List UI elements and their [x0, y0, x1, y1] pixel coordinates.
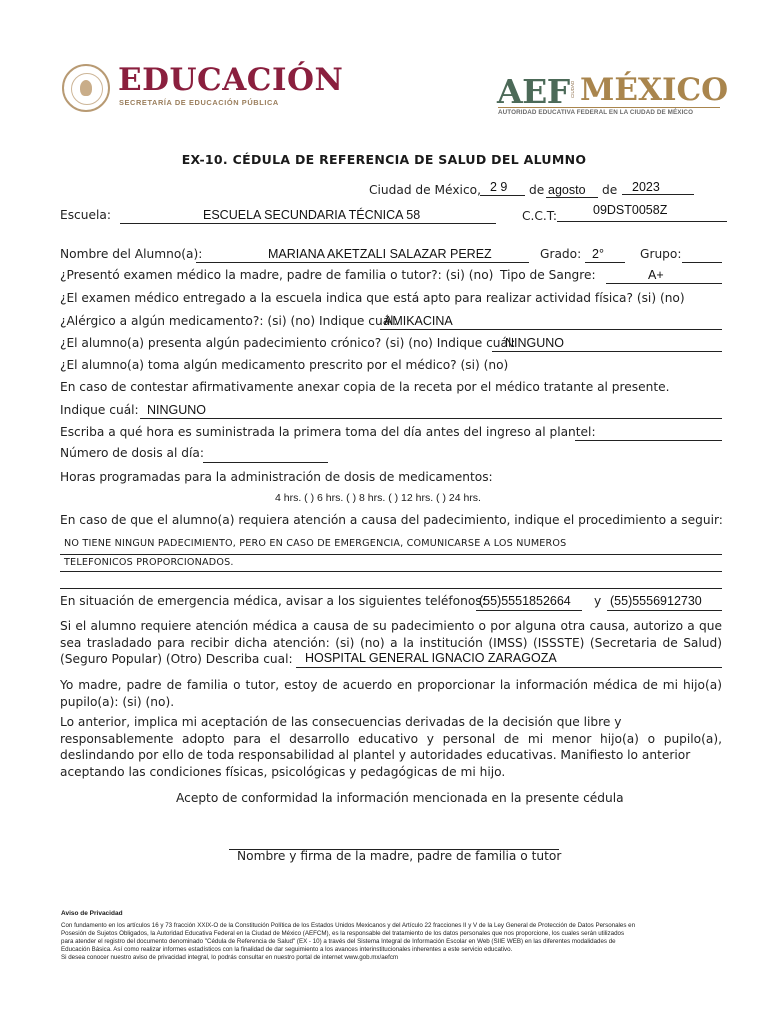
chronic-value[interactable]: NINGUNO: [505, 336, 565, 350]
date-day-line: [480, 195, 525, 196]
date-city-label: Ciudad de México,: [369, 183, 481, 197]
phone-2-line: [607, 610, 722, 611]
which-line: [140, 418, 722, 419]
dose-count-line: [203, 462, 328, 463]
date-year-value[interactable]: 2023: [632, 180, 660, 194]
aef-logo-city: CIUDAD: [570, 80, 575, 98]
which-label: Indique cuál:: [60, 403, 139, 417]
agreement-paragraph: [60, 677, 722, 710]
aef-logo-rule: [498, 107, 720, 108]
grade-line: [585, 262, 625, 263]
signature-label: Nombre y firma de la madre, padre de familia o tutor: [237, 849, 562, 863]
student-name-label: Nombre del Alumno(a):: [60, 247, 203, 261]
school-label: Escuela:: [60, 208, 111, 222]
acceptance-text: Acepto de conformidad la información mencionada en la presente cédula: [176, 791, 624, 805]
transfer-line: [296, 667, 722, 668]
procedure-line-2[interactable]: TELEFONICOS PROPORCIONADOS.: [64, 557, 234, 568]
transfer-line-1: Si el alumno requiere atención médica a causa de su padecimiento o por alguna otra causa, autorizo a que: [60, 619, 722, 633]
procedure-rule-2: [60, 571, 722, 572]
allergy-line: [380, 329, 722, 330]
date-day-value[interactable]: 2 9: [490, 180, 508, 194]
first-dose-line: [575, 440, 722, 441]
procedure-line-1[interactable]: NO TIENE NINGUN PADECIMIENTO, PERO EN CASO DE EMERGENCIA, COMUNICARSE A LOS NUMEROS: [64, 538, 567, 549]
consequences-line-1: Lo anterior, implica mi aceptación de las consecuencias derivadas de la decisión que libre y: [60, 715, 622, 729]
edu-logo-title: EDUCACIÓN: [118, 62, 344, 98]
procedure-question: En caso de que el alumno(a) requiera atención a causa del padecimiento, indique el procedimiento a seguir:: [60, 513, 723, 527]
cct-label: C.C.T:: [522, 209, 557, 223]
which-value[interactable]: NINGUNO: [147, 403, 207, 417]
phone-1-value[interactable]: (55)5551852664: [479, 594, 571, 608]
privacy-line-5: Si desea conocer nuestro aviso de privacidad integral, lo podrás consultar en nuestro portal de internet www.gob.mx/aefcm: [61, 954, 399, 962]
consequences-line-3: deslindando por ello de toda responsabilidad al plantel y autoridades educativas. Manifiesto lo anterior: [60, 748, 691, 762]
blood-type-line: [606, 283, 722, 284]
schedule-question: Horas programadas para la administración de dosis de medicamentos:: [60, 470, 493, 484]
recipe-note: En caso de contestar afirmativamente anexar copia de la receta por el médico tratante al presente.: [60, 380, 670, 394]
blood-type-label: Tipo de Sangre:: [500, 268, 596, 282]
student-name-line: [196, 262, 529, 263]
transfer-line-3-text: (Seguro Popular) (Otro) Describa cual:: [60, 652, 293, 666]
phone-and-label: y: [594, 594, 602, 608]
aef-logo-letters: AEF: [497, 72, 570, 111]
transfer-value[interactable]: HOSPITAL GENERAL IGNACIO ZARAGOZA: [305, 651, 557, 665]
date-month-value[interactable]: agosto: [548, 183, 586, 197]
emergency-label: En situación de emergencia médica, avisar a los siguientes teléfonos:: [60, 594, 486, 608]
date-year-line: [622, 194, 694, 195]
cct-value[interactable]: 09DST0058Z: [593, 203, 668, 217]
blood-type-value[interactable]: A+: [648, 268, 664, 282]
grade-value[interactable]: 2°: [592, 247, 604, 261]
document-title: EX-10. CÉDULA DE REFERENCIA DE SALUD DEL ALUMNO: [181, 152, 587, 167]
chronic-question: ¿El alumno(a) presenta algún padecimiento crónico? (si) (no) Indique cuál:: [60, 336, 516, 350]
schedule-options[interactable]: 4 hrs. ( ) 6 hrs. ( ) 8 hrs. ( ) 12 hrs. ( ) 24 hrs.: [275, 492, 481, 504]
procedure-rule-3: [60, 588, 722, 589]
sep-seal-icon: [62, 64, 110, 112]
allergy-value[interactable]: AMIKACINA: [384, 314, 453, 328]
exam-question: ¿Presentó examen médico la madre, padre de familia o tutor?: (si) (no): [60, 268, 494, 282]
privacy-heading: Aviso de Privacidad: [61, 910, 123, 917]
privacy-line-3: para atender el registro del documento denominado "Cédula de Referencia de Salud" (EX - 10) a través del Sistema Integral de Información Escolar en Web (SIIE WEB) en las diferentes modalidades de: [61, 938, 616, 946]
agreement-line-1: Yo madre, padre de familia o tutor, estoy de acuerdo en proporcionar la información médica de mi hijo(a): [60, 678, 722, 692]
transfer-line-2: sea trasladado para recibir dicha atención: (si) (no) a la institución (IMSS) (ISSSTE) (Secretaria de Salud): [60, 635, 722, 650]
medication-question: ¿El alumno(a) toma algún medicamento prescrito por el médico? (si) (no): [60, 358, 509, 372]
group-line: [682, 262, 722, 263]
grade-label: Grado:: [540, 247, 582, 261]
edu-logo-subtitle: SECRETARÍA DE EDUCACIÓN PÚBLICA: [119, 98, 279, 107]
date-de1-label: de: [529, 183, 545, 197]
school-value[interactable]: ESCUELA SECUNDARIA TÉCNICA 58: [203, 208, 421, 222]
apt-question: ¿El examen médico entregado a la escuela indica que está apto para realizar actividad física? (si) (no): [60, 291, 685, 305]
privacy-body: [61, 922, 635, 962]
phone-1-line: [476, 610, 582, 611]
aef-logo-subtitle: AUTORIDAD EDUCATIVA FEDERAL EN LA CIUDAD DE MÉXICO: [498, 109, 694, 116]
school-line: [120, 223, 496, 224]
consequences-line-2: responsablemente adopto para el desarrollo educativo y personal de mi menor hijo(a) o pupilo(a),: [60, 731, 722, 746]
student-name-value[interactable]: MARIANA AKETZALI SALAZAR PEREZ: [268, 247, 492, 261]
procedure-rule-1: [60, 554, 722, 555]
privacy-line-4: Educación Básica. Así como realizar informes estadísticos con la finalidad de dar seguimiento a los avances interinstitucionales inherentes a este servicio educativo.: [61, 946, 513, 954]
date-de2-label: de: [602, 183, 618, 197]
agreement-line-2: pupilo(a): (si) (no).: [60, 694, 175, 709]
chronic-line: [492, 351, 722, 352]
phone-2-value[interactable]: (55)5556912730: [610, 594, 702, 608]
privacy-line-2: Posesión de Sujetos Obligados, la Autoridad Educativa Federal en la Ciudad de México (AEFCM), es la responsable del tratamiento de los datos personales que nos proporcione, los cuales serán utilizados: [61, 930, 625, 938]
date-month-line: [546, 197, 598, 198]
dose-count-question: Número de dosis al día:: [60, 446, 204, 460]
allergy-question: ¿Alérgico a algún medicamento?: (si) (no) Indique cuál:: [60, 314, 398, 328]
consequences-line-4: aceptando las condiciones físicas, psicológicas y pedagógicas de mi hijo.: [60, 764, 506, 779]
first-dose-question: Escriba a qué hora es suministrada la primera toma del día antes del ingreso al plantel:: [60, 425, 596, 439]
aef-logo-mexico: MÉXICO: [580, 72, 729, 108]
group-label: Grupo:: [640, 247, 682, 261]
privacy-line-1: Con fundamento en los artículos 16 y 73 fracción XXIX-O de la Constitución Política de los Estados Unidos Mexicanos y del Artículo 22 fracciones II y V de la Ley General de Protección de Datos Personales en: [61, 922, 636, 929]
consequences-paragraph: [60, 714, 722, 780]
cct-line: [557, 221, 727, 222]
